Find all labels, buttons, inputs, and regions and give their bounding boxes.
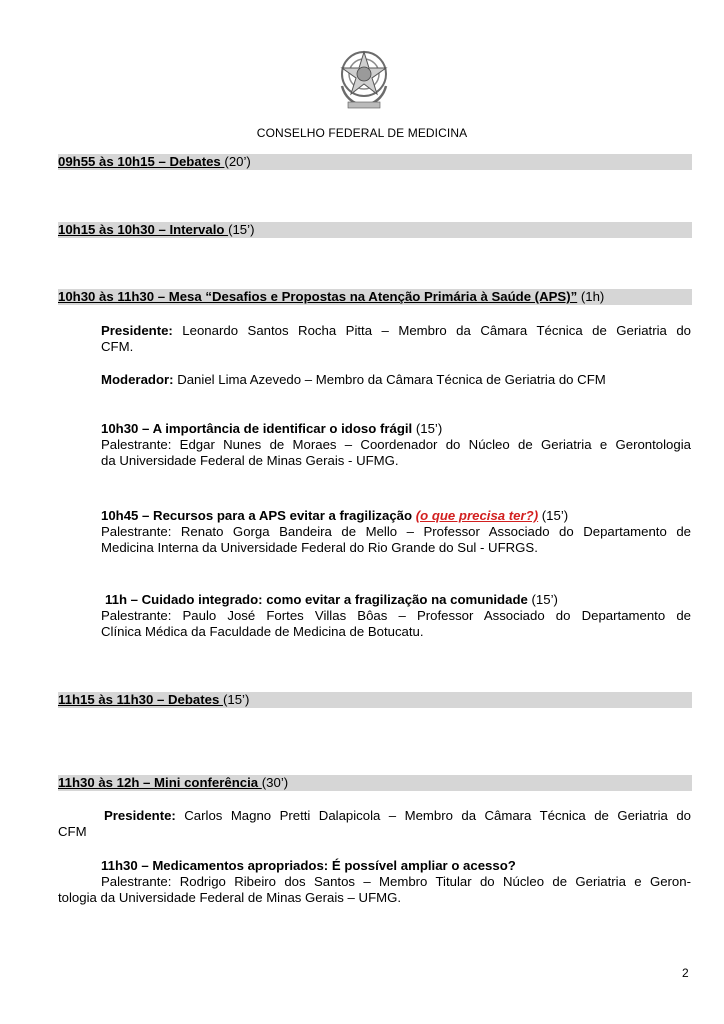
talk-title: 10h30 – A importância de identificar o idoso frágil bbox=[101, 421, 413, 436]
presidente-label: Presidente: bbox=[104, 808, 176, 823]
session-duration: (30’) bbox=[261, 775, 289, 790]
talk-speaker: Palestrante: Renato Gorga Bandeira de Mello – Professor Associado do Departamento de bbox=[101, 524, 691, 539]
session-title: 10h30 às 11h30 – Mesa “Desafios e Propostas na Atenção Primária à Saúde (APS)” bbox=[58, 289, 578, 304]
page-number: 2 bbox=[682, 966, 689, 980]
talk-speaker-cont: Medicina Interna da Universidade Federal do Rio Grande do Sul - UFRGS. bbox=[101, 540, 538, 555]
mesa-presidente bbox=[101, 323, 691, 355]
talk-cuidado-integrado bbox=[101, 592, 691, 640]
brazil-coat-of-arms-icon bbox=[336, 46, 392, 112]
presidente-text: Leonardo Santos Rocha Pitta – Membro da Câmara Técnica de Geriatria do bbox=[172, 323, 691, 338]
talk-speaker: Palestrante: Paulo José Fortes Villas Bôas – Professor Associado do Departamento de bbox=[101, 608, 691, 623]
presidente-label: Presidente: bbox=[101, 323, 173, 338]
talk-speaker-cont: Clínica Médica da Faculdade de Medicina de Botucatu. bbox=[101, 624, 424, 639]
talk-highlight: (o que precisa ter?) bbox=[415, 508, 539, 523]
talk-speaker-cont: da Universidade Federal de Minas Gerais - UFMG. bbox=[101, 453, 399, 468]
session-bar-mesa bbox=[58, 289, 692, 305]
session-title: 09h55 às 10h15 – Debates bbox=[58, 154, 225, 169]
presidente-text-cont: CFM. bbox=[101, 339, 134, 354]
talk-title: 11h – Cuidado integrado: como evitar a fragilização na comunidade bbox=[105, 592, 528, 607]
talk-duration: (15’) bbox=[538, 508, 569, 523]
mini-presidente bbox=[58, 808, 691, 840]
session-duration: (1h) bbox=[577, 289, 605, 304]
moderador-text: Daniel Lima Azevedo – Membro da Câmara Técnica de Geriatria do CFM bbox=[173, 372, 606, 387]
presidente-text-cont: CFM bbox=[58, 824, 87, 839]
session-duration: (20’) bbox=[224, 154, 251, 169]
talk-recursos-aps bbox=[101, 508, 691, 556]
session-duration: (15’) bbox=[228, 222, 255, 237]
session-title: 11h30 às 12h – Mini conferência bbox=[58, 775, 262, 790]
session-bar-debates-1 bbox=[58, 154, 692, 170]
presidente-text: Carlos Magno Pretti Dalapicola – Membro da Câmara Técnica de Geriatria do bbox=[175, 808, 691, 823]
talk-speaker: Palestrante: Rodrigo Ribeiro dos Santos – Membro Titular do Núcleo de Geriatria e Geron- bbox=[101, 874, 691, 889]
talk-duration: (15’) bbox=[412, 421, 443, 436]
moderador-label: Moderador: bbox=[101, 372, 174, 387]
session-title: 11h15 às 11h30 – Debates bbox=[58, 692, 223, 707]
organization-name: CONSELHO FEDERAL DE MEDICINA bbox=[256, 126, 468, 140]
talk-idoso-fragil bbox=[101, 421, 691, 469]
talk-title: 10h45 – Recursos para a APS evitar a fragilização bbox=[101, 508, 416, 523]
talk-speaker-cont: tologia da Universidade Federal de Minas Gerais – UFMG. bbox=[58, 890, 402, 905]
session-bar-debates-2 bbox=[58, 692, 692, 708]
session-title: 10h15 às 10h30 – Intervalo bbox=[58, 222, 229, 237]
talk-medicamentos bbox=[58, 858, 691, 906]
talk-speaker: Palestrante: Edgar Nunes de Moraes – Coordenador do Núcleo de Geriatria e Gerontologia bbox=[101, 437, 691, 452]
mesa-moderador bbox=[101, 372, 691, 388]
talk-duration: (15’) bbox=[527, 592, 558, 607]
session-bar-mini-conferencia bbox=[58, 775, 692, 791]
talk-title: 11h30 – Medicamentos apropriados: É possível ampliar o acesso? bbox=[101, 858, 516, 873]
session-bar-intervalo bbox=[58, 222, 692, 238]
session-duration: (15’) bbox=[222, 692, 250, 707]
